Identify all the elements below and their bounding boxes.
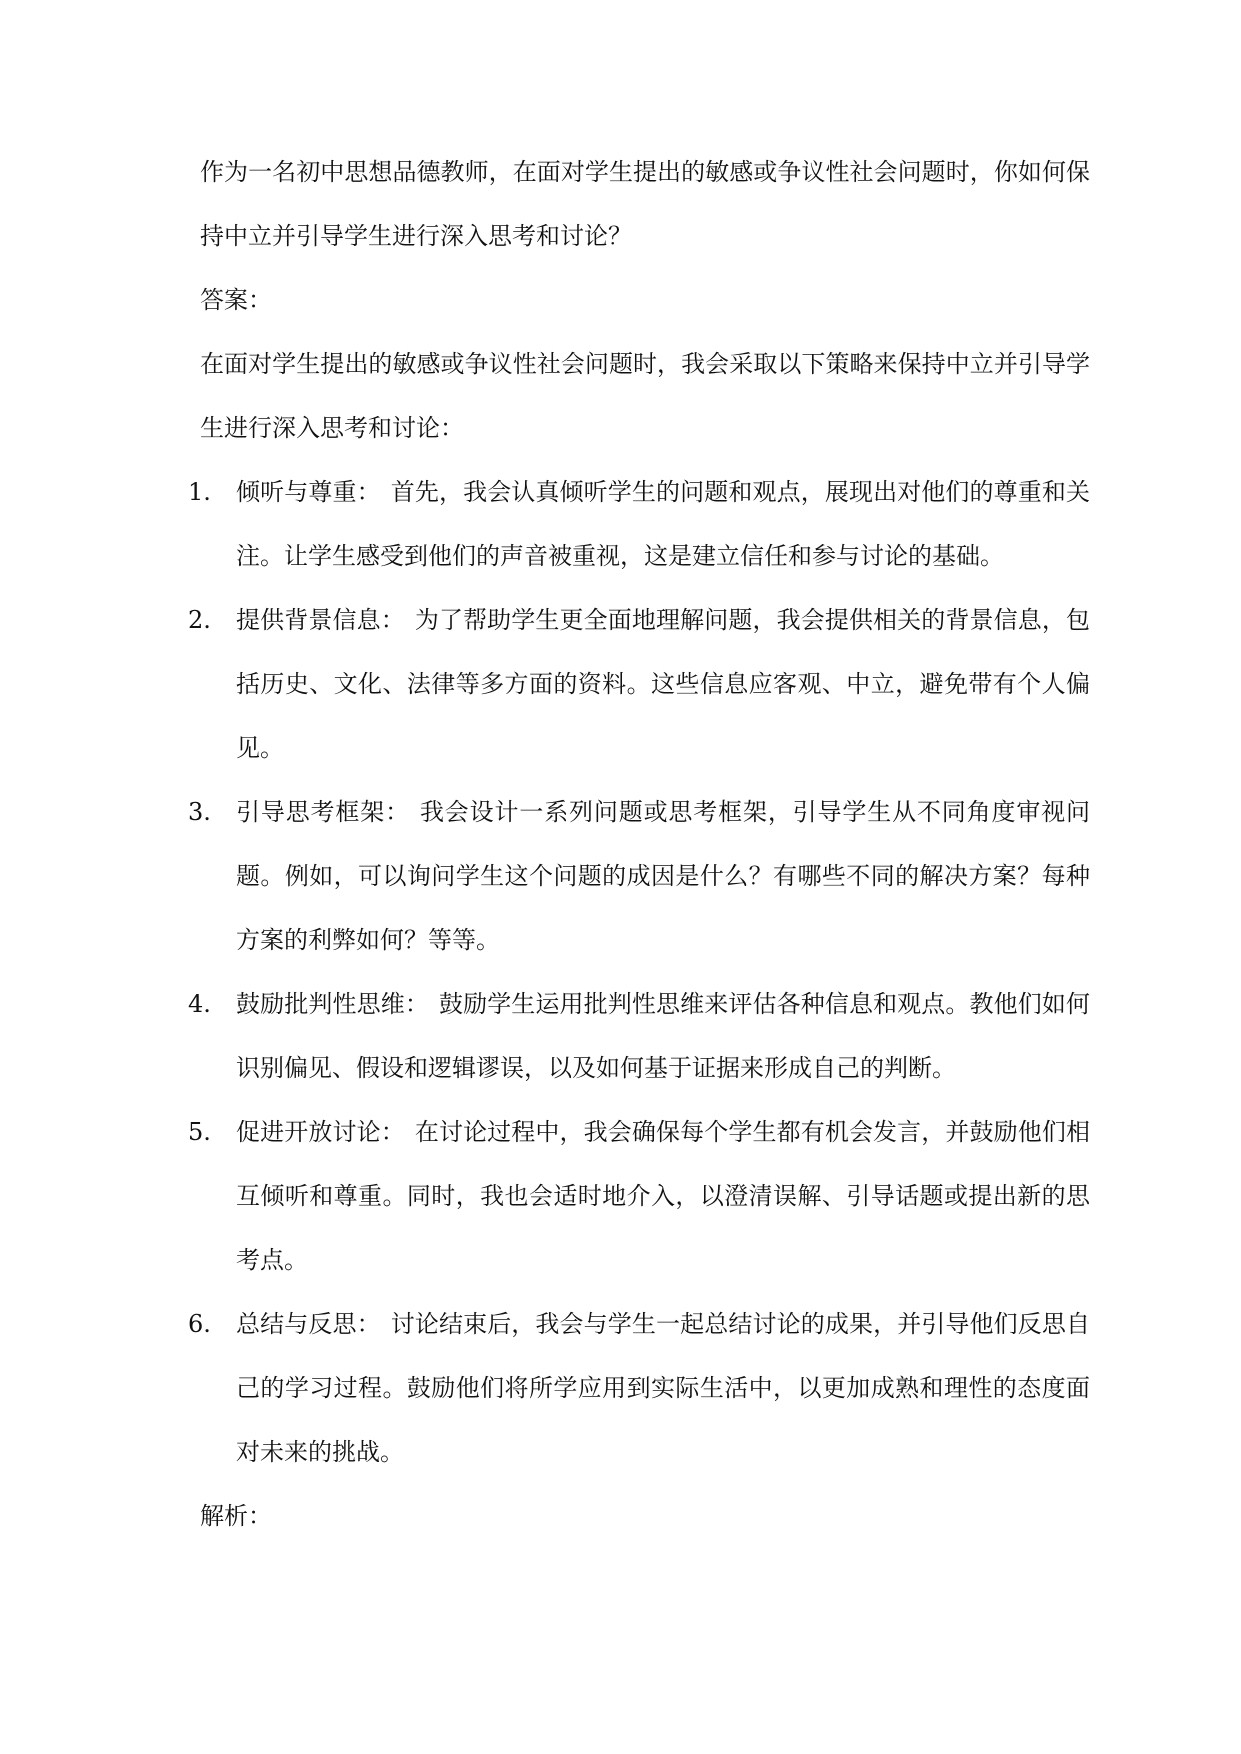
list-item-title: 鼓励批判性思维： [236,990,429,1018]
list-item-number: 6. [188,1310,211,1338]
list-item-number: 2. [188,606,211,634]
list-item [188,460,1091,588]
list-item [188,780,1091,972]
list-item-number: 5. [188,1118,211,1146]
answer-intro: 在面对学生提出的敏感或争议性社会问题时，我会采取以下策略来保持中立并引导学生进行深入思考和讨论： [200,350,1090,442]
list-item-text: 为了帮助学生更全面地理解问题，我会提供相关的背景信息，包括历史、文化、法律等多方面的资料。这些信息应客观、中立，避免带有个人偏见。 [236,606,1091,762]
list-item [188,588,1091,780]
list-item-title: 促进开放讨论： [236,1118,405,1146]
analysis-label: 解析： [200,1502,272,1530]
list-item-number: 1. [188,478,211,506]
list-item-title: 提供背景信息： [236,606,405,634]
strategy-list [188,460,1091,1484]
document-content [188,140,1091,1548]
list-item-title: 总结与反思： [236,1310,381,1338]
list-item-number: 4. [188,990,211,1018]
question-text: 作为一名初中思想品德教师，在面对学生提出的敏感或争议性社会问题时，你如何保持中立并引导学生进行深入思考和讨论？ [200,158,1090,250]
list-item-text: 在讨论过程中，我会确保每个学生都有机会发言，并鼓励他们相互倾听和尊重。同时，我也会适时地介入，以澄清误解、引导话题或提出新的思考点。 [236,1118,1091,1274]
list-item [188,1292,1091,1484]
list-item-title: 倾听与尊重： [236,478,381,506]
list-item [188,972,1091,1100]
answer-label: 答案： [200,286,272,314]
list-item-title: 引导思考框架： [236,798,410,826]
list-item-text: 鼓励学生运用批判性思维来评估各种信息和观点。教他们如何识别偏见、假设和逻辑谬误，以及如何基于证据来形成自己的判断。 [236,990,1091,1082]
list-item-text: 讨论结束后，我会与学生一起总结讨论的成果，并引导他们反思自己的学习过程。鼓励他们将所学应用到实际生活中，以更加成熟和理性的态度面对未来的挑战。 [236,1310,1091,1466]
list-item-number: 3. [188,798,211,826]
list-item-text: 我会设计一系列问题或思考框架，引导学生从不同角度审视问题。例如，可以询问学生这个问题的成因是什么？有哪些不同的解决方案？每种方案的利弊如何？等等。 [236,798,1091,954]
list-item [188,1100,1091,1292]
list-item-text: 首先，我会认真倾听学生的问题和观点，展现出对他们的尊重和关注。让学生感受到他们的声音被重视，这是建立信任和参与讨论的基础。 [236,478,1091,570]
